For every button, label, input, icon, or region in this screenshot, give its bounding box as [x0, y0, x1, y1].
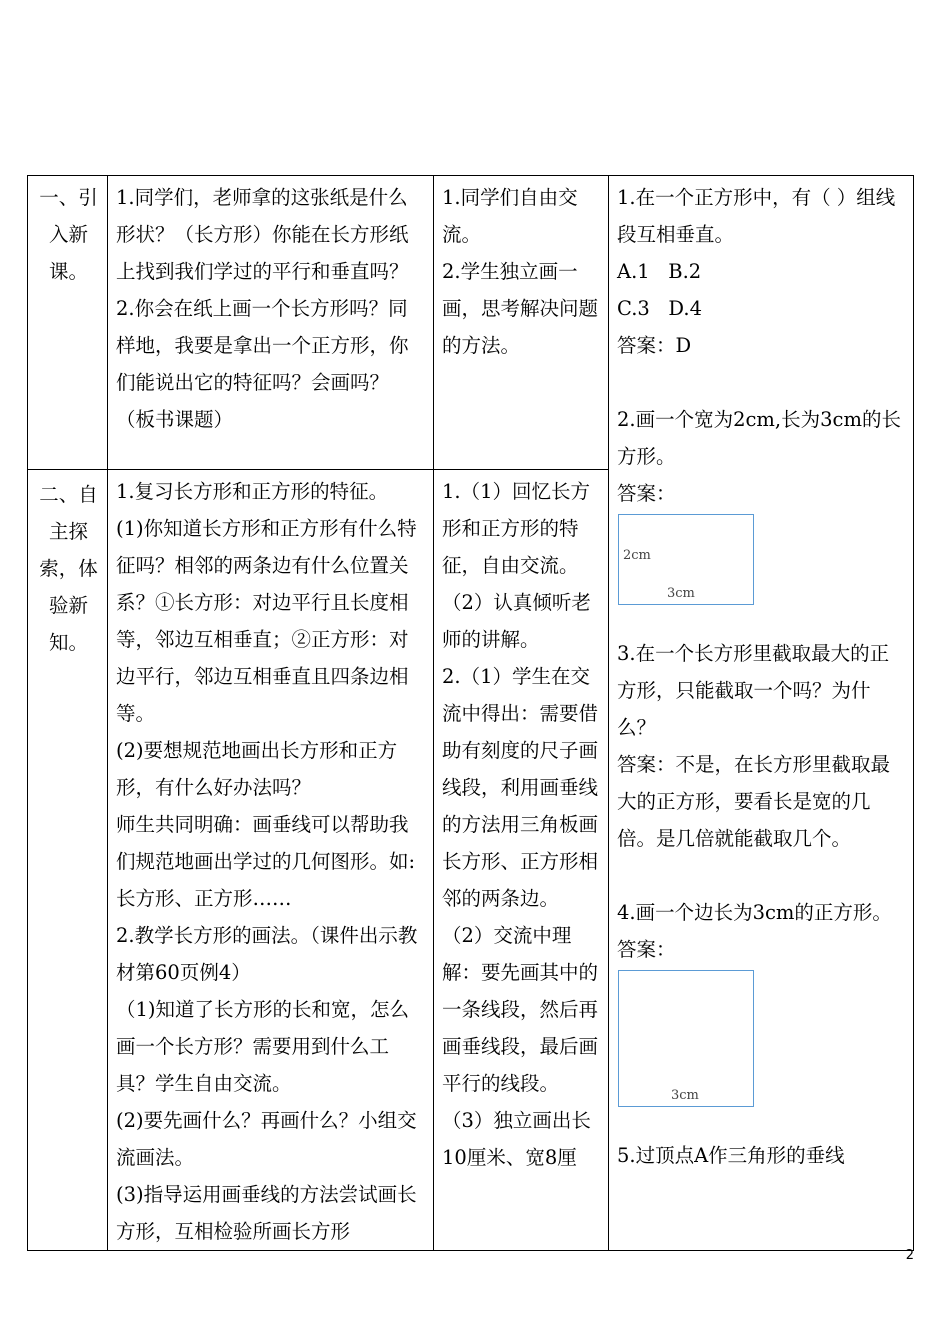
teacher-paragraph: 2.教学长方形的画法。（课件出示教材第60页例4） [116, 924, 418, 984]
student-paragraph: 1.（1）回忆长方形和正方形的特征，自由交流。 [442, 480, 591, 577]
exercise-q1-options: A.1 B.2 [617, 260, 702, 283]
teacher-activity-cell [108, 470, 434, 1251]
stage-cell-intro: 一、引入新课。 [28, 176, 108, 470]
student-paragraph: （3）独立画出长10厘米、宽8厘 [442, 1109, 591, 1169]
teacher-paragraph: （1)知道了长方形的长和宽，怎么画一个长方形？需要用到什么工具？学生自由交流。 [116, 998, 410, 1095]
student-paragraph: （2）认真倾听老师的讲解。 [442, 591, 591, 651]
teacher-paragraph: 师生共同明确：画垂线可以帮助我们规范地画出学过的几何图形。如:长方形、正方形…… [116, 813, 416, 910]
length-label: 3cm [667, 586, 695, 601]
exercise-q4: 4.画一个边长为3cm的正方形。 [617, 901, 892, 924]
exercise-q4-answer: 答案： [617, 938, 676, 961]
exercise-q3: 3.在一个长方形里截取最大的正方形，只能截取一个吗？为什么？ [617, 642, 890, 739]
exercise-q3-answer: 答案：不是，在长方形里截取最大的正方形，要看长是宽的几倍。是几倍就能截取几个。 [617, 753, 891, 850]
exercise-q1-options: C.3 D.4 [617, 297, 702, 320]
teacher-paragraph: 2.你会在纸上画一个长方形吗？同样地，我要是拿出一个正方形，你们能说出它的特征吗？会画吗？（板书课题） [116, 297, 409, 431]
lesson-plan-table [27, 175, 914, 1251]
teacher-paragraph: (1)你知道长方形和正方形有什么特征吗？相邻的两条边有什么位置关系？①长方形：对边平行且长度相等，邻边互相垂直；②正方形：对边平行，邻边互相垂直且四条边相等。 [116, 517, 417, 725]
student-paragraph: 2.（1）学生在交流中得出：需要借助有刻度的尺子画线段，利用画垂线的方法用三角板画长方形、正方形相邻的两条边。 [442, 665, 599, 910]
teacher-activity-cell [108, 176, 434, 470]
student-activity-cell [434, 470, 609, 1251]
spacer [617, 1113, 907, 1137]
teacher-paragraph: 1.复习长方形和正方形的特征。 [116, 480, 389, 503]
exercise-q1: 1.在一个正方形中，有（ ）组线段互相垂直。 [617, 186, 896, 246]
spacer [617, 857, 907, 894]
rectangle-figure [618, 514, 754, 605]
student-paragraph: 1.同学们自由交流。 [442, 186, 578, 246]
stage-cell-explore: 二、自主探索，体验新知。 [28, 470, 108, 1251]
teacher-paragraph: (3)指导运用画垂线的方法尝试画长方形，互相检验所画长方形 [116, 1183, 417, 1243]
width-label: 2cm [623, 548, 651, 563]
exercise-q5: 5.过顶点A作三角形的垂线 [617, 1144, 845, 1167]
table-row [28, 176, 914, 470]
teacher-paragraph: 1.同学们，老师拿的这张纸是什么形状？（长方形）你能在长方形纸上找到我们学过的平行和垂直吗？ [116, 186, 409, 283]
exercise-q2: 2.画一个宽为2cm,长为3cm的长方形。 [617, 408, 901, 468]
page-number: 2 [905, 1248, 914, 1263]
exercise-cell [609, 176, 914, 1251]
teacher-paragraph: (2)要先画什么？再画什么？小组交流画法。 [116, 1109, 417, 1169]
student-paragraph: 2.学生独立画一画，思考解决问题的方法。 [442, 260, 599, 357]
student-activity-cell [434, 176, 609, 470]
exercise-q1-answer: 答案：D [617, 334, 692, 357]
spacer [617, 611, 907, 635]
student-paragraph: （2）交流中理解：要先画其中的一条线段，然后再画垂线段，最后画平行的线段。 [442, 924, 599, 1095]
square-figure [618, 970, 754, 1107]
exercise-q2-answer: 答案： [617, 482, 676, 505]
side-label: 3cm [671, 1088, 699, 1103]
teacher-paragraph: (2)要想规范地画出长方形和正方形，有什么好办法吗？ [116, 739, 398, 799]
spacer [617, 364, 907, 401]
